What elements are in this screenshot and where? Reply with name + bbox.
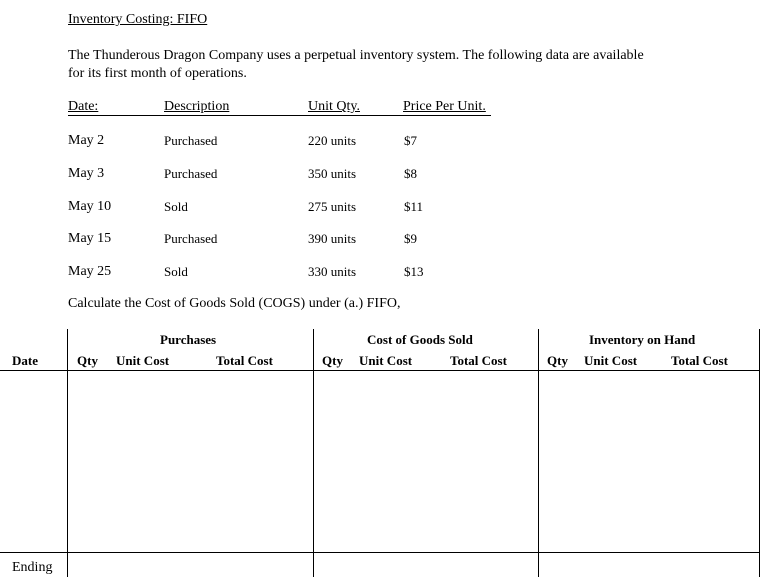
- cogs-total-cost-header: Total Cost: [450, 353, 507, 368]
- inventory-qty-header: Qty: [547, 353, 568, 368]
- row-price: $8: [404, 166, 417, 181]
- ending-label: Ending: [12, 560, 53, 575]
- purchases-total-cost-header: Total Cost: [216, 353, 273, 368]
- grid-ending-rule: [0, 552, 760, 553]
- row-qty: 220 units: [308, 133, 357, 148]
- row-price: $7: [404, 133, 417, 148]
- header-unit-qty: Unit Qty.: [308, 99, 360, 114]
- row-description: Purchased: [164, 133, 218, 148]
- purchases-qty-header: Qty: [77, 353, 98, 368]
- question-text: Calculate the Cost of Goods Sold (COGS) under (a.) FIFO,: [68, 296, 401, 311]
- grid-divider-1: [67, 329, 68, 577]
- intro-paragraph: [68, 47, 644, 83]
- cogs-unit-cost-header: Unit Cost: [359, 353, 413, 368]
- row-date: May 15: [68, 231, 112, 246]
- row-date: May 25: [68, 264, 112, 279]
- header-price: Price Per Unit.: [403, 99, 486, 114]
- grid-header-rule: [0, 370, 760, 371]
- row-description: Purchased: [164, 166, 218, 181]
- row-price: $11: [404, 199, 424, 214]
- purchases-header: Purchases: [160, 332, 217, 347]
- header-rule: [68, 115, 491, 116]
- row-date: May 2: [68, 133, 105, 148]
- grid-divider-3: [538, 329, 539, 577]
- row-description: Sold: [164, 264, 188, 279]
- purchases-unit-cost-header: Unit Cost: [116, 353, 170, 368]
- inventory-header: Inventory on Hand: [589, 332, 696, 347]
- row-description: Sold: [164, 199, 188, 214]
- worksheet-date-header: Date: [12, 353, 38, 368]
- row-description: Purchased: [164, 231, 218, 246]
- grid-divider-2: [313, 329, 314, 577]
- inventory-total-cost-header: Total Cost: [671, 353, 728, 368]
- cogs-qty-header: Qty: [322, 353, 343, 368]
- header-date: Date:: [68, 99, 99, 114]
- row-qty: 390 units: [308, 231, 357, 246]
- row-price: $13: [404, 264, 424, 279]
- header-description: Description: [164, 99, 230, 114]
- intro-line-2: for its first month of operations.: [68, 66, 247, 81]
- row-qty: 330 units: [308, 264, 357, 279]
- row-qty: 275 units: [308, 199, 357, 214]
- cogs-header: Cost of Goods Sold: [367, 332, 473, 347]
- intro-line-1: The Thunderous Dragon Company uses a perpetual inventory system. The following data are available: [68, 48, 644, 63]
- row-qty: 350 units: [308, 166, 357, 181]
- grid-divider-4: [759, 329, 760, 577]
- row-date: May 3: [68, 166, 105, 181]
- row-date: May 10: [68, 199, 112, 214]
- page-title: Inventory Costing: FIFO: [68, 12, 208, 27]
- inventory-unit-cost-header: Unit Cost: [584, 353, 638, 368]
- row-price: $9: [404, 231, 417, 246]
